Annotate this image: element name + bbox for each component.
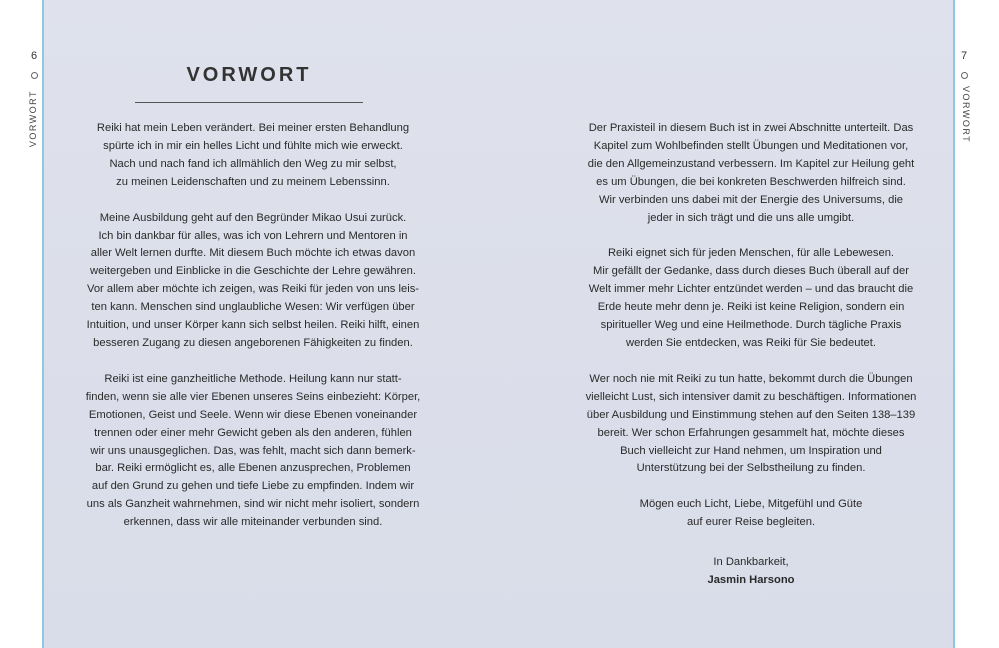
- title-underline: [135, 102, 363, 103]
- page-marker-circle-right: [961, 72, 968, 79]
- right-text-column: [568, 120, 934, 590]
- page-marker-circle-left: [31, 72, 38, 79]
- closing-line: In Dankbarkeit,: [713, 556, 789, 569]
- running-head-right: VORWORT: [961, 86, 971, 144]
- page-number-right: 7: [961, 50, 968, 62]
- paragraph: Meine Ausbildung geht auf den Begründer Mikao Usui zurück. Ich bin dankbar für alles, was ich von Lehrern und Mentoren in aller Welt lernen durfte. Mit diesem Buch möchte ich etwas davon weitergeben und Einblicke in die Geschichte der Lehre gewähren. Vor allem aber möchte ich zeigen, was Reiki für jeden von uns leis- ten kann. Menschen sind unglaubliche Wesen: Wir verfügen über Intuition, und unser Körper kann sich selbst heilen. Reiki hilft, einen besseren Zugang zu diesen angeborenen Fähigkeiten zu finden.: [86, 211, 420, 349]
- page-number-left: 6: [31, 50, 38, 62]
- running-head-left: VORWORT: [28, 90, 38, 148]
- paragraph: Reiki eignet sich für jeden Menschen, für alle Lebewesen. Mir gefällt der Gedanke, dass durch dieses Buch überall auf der Welt immer mehr Lichter entzündet werden – und das braucht die Erde heute mehr denn je. Reiki ist keine Religion, sondern ein spiritueller Weg und eine Heilmethode. Durch tägliche Praxis werden Sie entdecken, was Reiki für Sie bedeutet.: [588, 247, 914, 349]
- paragraph: Mögen euch Licht, Liebe, Mitgefühl und Güte auf eurer Reise begleiten.: [639, 498, 863, 529]
- paragraph: Wer noch nie mit Reiki zu tun hatte, bekommt durch die Übungen vielleicht Lust, sich intensiver damit zu beschäftigen. Informationen über Ausbildung und Einstimmung stehen auf den Seiten 138–139 bereit. Wer schon Erfahrungen gesammelt hat, möchte dieses Buch vielleicht zur Hand nehmen, um Inspiration und Unterstützung bei der Selbstheilung zu finden.: [585, 372, 917, 475]
- left-text-column: [70, 120, 436, 532]
- paragraph: Der Praxisteil in diesem Buch ist in zwei Abschnitte unterteilt. Das Kapitel zum Wohlbefinden stellt Übungen und Meditationen vor, die den Allgemeinzustand verbessern. Im Kapitel zur Heilung geht es um Übungen, die bei konkreten Beschwerden hilfreich sind. Wir verbinden uns dabei mit der Energie des Universums, die jeder in sich trägt und die uns alle umgibt.: [587, 122, 915, 224]
- paragraph: Reiki hat mein Leben verändert. Bei meiner ersten Behandlung spürte ich in mir ein helles Licht und fühlte mich wie erweckt. Nach und nach fand ich allmählich den Weg zu mir selbst, zu meinen Leidenschaften und zu meinem Lebenssinn.: [96, 122, 410, 188]
- chapter-title: VORWORT: [186, 64, 312, 86]
- author-name: Jasmin Harsono: [707, 574, 795, 587]
- paragraph: Reiki ist eine ganzheitliche Methode. Heilung kann nur statt- finden, wenn sie alle vier Ebenen unseres Seins einbezieht: Körper, Emotionen, Geist und Seele. Wenn wir diese Ebenen voneinander trennen oder einer mehr Gewicht geben als den anderen, fühlen wir uns unausgeglichen. Das, was fehlt, macht sich dann bemerk- bar. Reiki ermöglicht es, alle Ebenen anzusprechen, Problemen auf den Grund zu gehen und tiefe Liebe zu empfinden. Indem wir uns als Ganzheit wahrnehmen, sind wir nicht mehr isoliert, sondern erkennen, dass wir alle miteinander verbunden sind.: [85, 372, 421, 529]
